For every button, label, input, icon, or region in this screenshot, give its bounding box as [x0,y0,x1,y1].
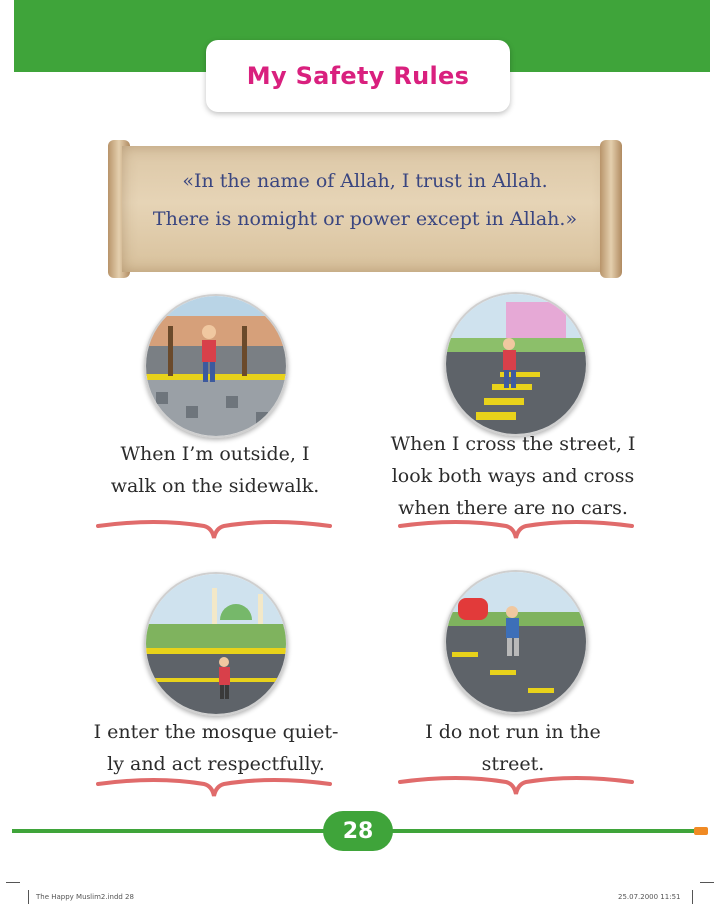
crop-mark [700,882,714,883]
sidewalk-illustration [144,294,288,438]
brace-3 [96,774,332,798]
rule-4-line-1: I do not run in the [425,721,601,743]
scroll-roll-right [600,140,622,278]
footer-file-name: The Happy Muslim2.indd 28 [36,893,134,901]
rule-1-line-2: walk on the sidewalk. [110,475,320,497]
rule-2-line-2: look both ways and cross [391,465,635,487]
rule-2-line-3: when there are no cars. [398,497,628,519]
brace-2 [398,516,634,540]
rule-caption-2 [378,428,648,524]
rule-3-line-2: ly and act respectfully. [107,753,325,775]
footer-timestamp: 25.07.2000 11:51 [618,893,681,901]
rule-caption-3 [86,716,346,780]
rule-3-line-1: I enter the mosque quiet- [93,721,339,743]
rule-4-line-2: street. [481,753,545,775]
rule-caption-4 [388,716,638,780]
title-box [206,40,510,112]
rule-1-line-1: When I’m outside, I [120,443,310,465]
crop-mark [692,890,693,904]
page-title: My Safety Rules [246,62,470,90]
rule-caption-1 [90,438,340,502]
brace-4 [398,772,634,796]
crossing-illustration [444,292,588,436]
page-number: 28 [323,811,393,851]
running-illustration [444,570,588,714]
quote-text [138,162,592,238]
rule-2-line-1: When I cross the street, I [390,433,636,455]
crop-mark [28,890,29,904]
quote-line-2: There is nomight or power except in Allah.» [152,208,578,230]
brace-1 [96,516,332,540]
mosque-illustration [144,572,288,716]
quote-scroll [108,140,622,278]
footer-accent [694,827,708,835]
crop-mark [6,882,20,883]
quote-line-1: «In the name of Allah, I trust in Allah. [182,170,548,192]
